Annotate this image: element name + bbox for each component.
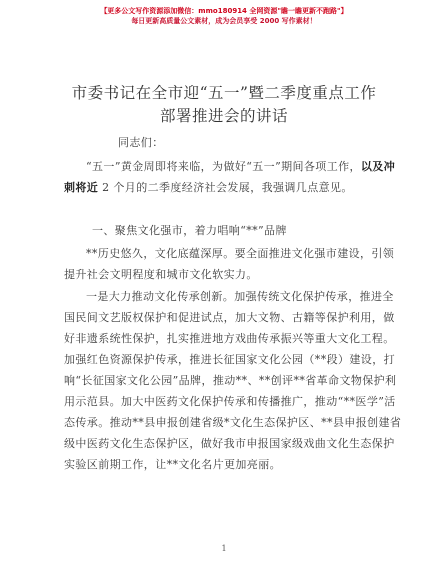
intro-text-part2: 2 个月的二季度经济社会发展，我强调几点意见。 [98,181,353,194]
intro-bold-text: 以及冲刺将近 [64,160,396,194]
document-title-line2: 部署推进会的讲话 [159,107,288,125]
paragraph-history: **历史悠久，文化底蕴深厚。要全面推进文化强市建设，引领提升社会文明程度和城市文化软实力。 [64,247,395,281]
intro-paragraph [64,156,402,198]
paragraph-culture-heritage: 一是大力推动文化传承创新。加强传统文化保护传承，推进全国民间文艺版权保护和促进试点，加大文物、古籍等保护利用，做好非遗系统性保护，扎实推进地方戏曲传承振兴等重大文化工程。加强红色资源保护传承，推进长征国家文化公园（**段）建设，打响“长征国家文化公园”品牌，推动**、**创评**省革命文物保护利用示范县。加大中医药文化保护传承和传播推广，推动“**医学”活态传承。推动**县申报创建省级*文化生态保护区、**县申报创建省级中医药文化生态保护区，做好我市申报国家级戏曲文化生态保护实验区前期工作，让**文化名片更加亮丽。 [64,290,402,471]
promo-banner-line1: 【更多公文写作资源添加微信：mmo180914 全网资源"瞻一瞻更新不跑路"】 [100,7,348,15]
intro-text-part1: “五一”黄金周即将来临，为做好“五一”期间各项工作， [86,160,361,173]
salutation: 同志们： [118,136,164,149]
page-number: 1 [221,544,227,553]
document-title [0,82,448,128]
promo-banner [0,6,448,27]
document-title-line1: 市委书记在全市迎“五一”暨二季度重点工作 [71,84,377,102]
promo-banner-line2: 每日更新高质量公文素材，成为会员享受 2000 写作素材！ [131,17,317,25]
section-heading-1: 一、聚焦文化强市，着力唱响“**”品牌 [92,224,287,237]
